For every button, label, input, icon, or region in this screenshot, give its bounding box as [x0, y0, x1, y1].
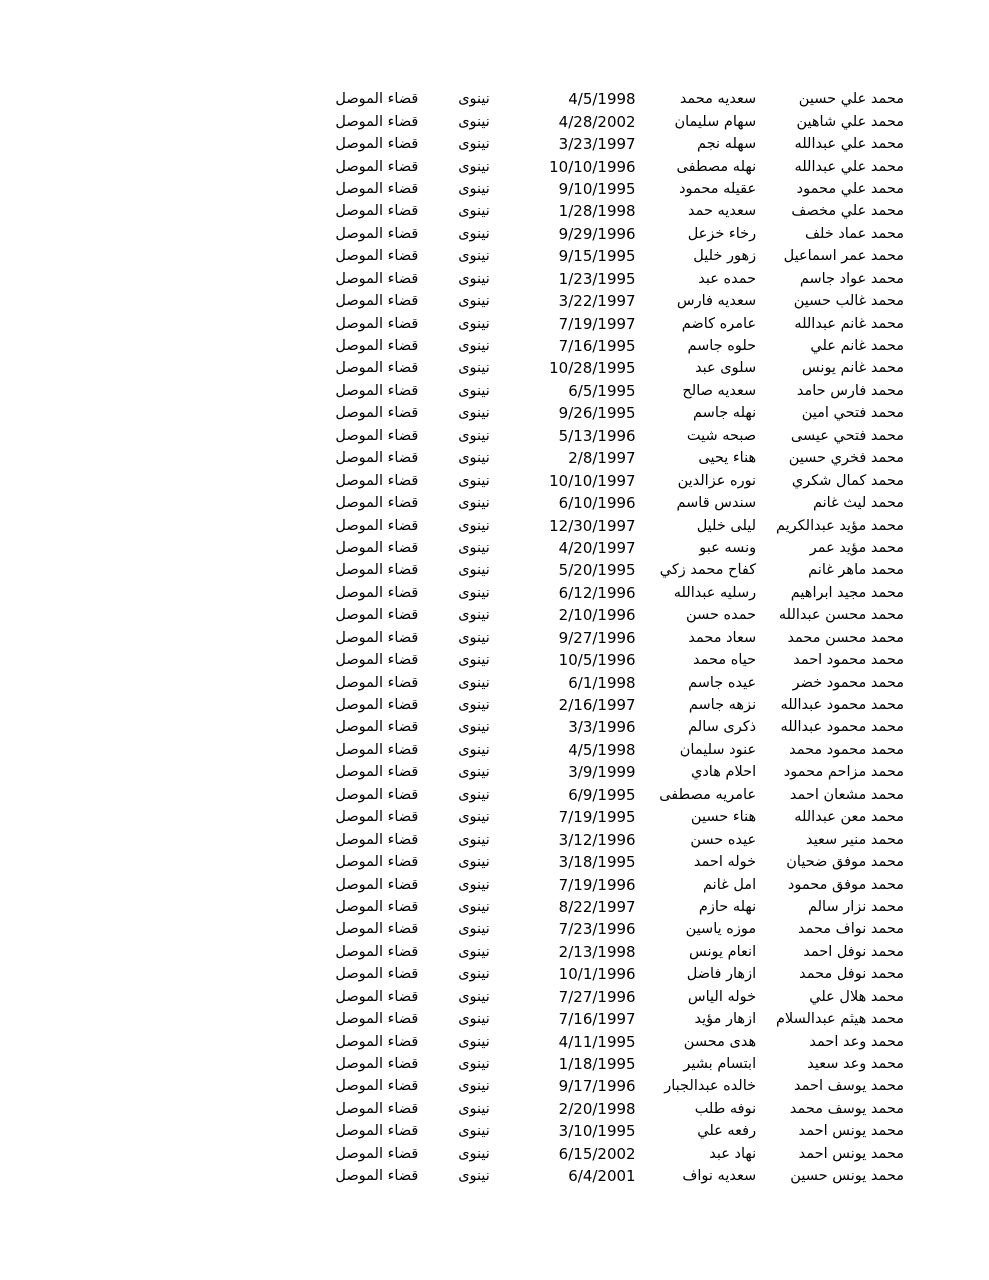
governorate-cell: نينوى	[458, 943, 490, 960]
person-name-cell: محمد علي حسين	[798, 91, 904, 108]
birth-date-cell: 7/16/1995	[558, 337, 636, 356]
mother-name-cell: هناء يحيى	[698, 450, 757, 467]
governorate-cell: نينوى	[458, 1078, 490, 1095]
table-row	[320, 492, 910, 514]
birth-date-cell: 6/10/1996	[558, 494, 636, 513]
governorate-cell: نينوى	[458, 876, 490, 893]
mother-name-cell: ابتسام بشير	[683, 1056, 757, 1073]
person-name-cell: محمد هيثم عبدالسلام	[775, 1011, 904, 1028]
district-cell: قضاء الموصل	[335, 764, 419, 781]
district-cell: قضاء الموصل	[335, 876, 419, 893]
governorate-cell: نينوى	[458, 517, 490, 534]
district-cell: قضاء الموصل	[335, 517, 419, 534]
table-row	[320, 986, 910, 1008]
governorate-cell: نينوى	[458, 225, 490, 242]
table-row	[320, 447, 910, 469]
table-row	[320, 806, 910, 828]
governorate-cell: نينوى	[458, 1033, 490, 1050]
table-row	[320, 357, 910, 379]
table-row	[320, 1008, 910, 1030]
mother-name-cell: نهاد عبد	[709, 1145, 757, 1162]
birth-date-cell: 2/13/1998	[558, 942, 636, 961]
mother-name-cell: صبحه شيت	[686, 427, 757, 444]
mother-name-cell: ليلى خليل	[696, 517, 757, 534]
mother-name-cell: نهله مصطفى	[676, 158, 757, 175]
birth-date-cell: 7/19/1996	[558, 875, 636, 894]
district-cell: قضاء الموصل	[335, 898, 419, 915]
mother-name-cell: سعديه نواف	[682, 1168, 757, 1185]
birth-date-cell: 9/17/1996	[558, 1077, 636, 1096]
person-name-cell: محمد يونس احمد	[798, 1145, 904, 1162]
person-name-cell: محمد فتحي امين	[801, 405, 904, 422]
person-name-cell: محمد مؤيد عبدالكريم	[775, 517, 904, 534]
district-cell: قضاء الموصل	[335, 113, 419, 130]
mother-name-cell: سهله نجم	[697, 136, 757, 153]
birth-date-cell: 1/23/1995	[558, 269, 636, 288]
birth-date-cell: 9/10/1995	[558, 179, 636, 198]
birth-date-cell: 3/12/1996	[558, 830, 636, 849]
birth-date-cell: 9/15/1995	[558, 247, 636, 266]
birth-date-cell: 7/27/1996	[558, 987, 636, 1006]
governorate-cell: نينوى	[458, 405, 490, 422]
mother-name-cell: سعديه فارس	[676, 293, 757, 310]
table-row	[320, 402, 910, 424]
birth-date-cell: 4/5/1998	[568, 740, 636, 759]
district-cell: قضاء الموصل	[335, 607, 419, 624]
person-name-cell: محمد علي عبدالله	[794, 158, 904, 175]
governorate-cell: نينوى	[458, 831, 490, 848]
district-cell: قضاء الموصل	[335, 427, 419, 444]
birth-date-cell: 6/15/2002	[558, 1144, 636, 1163]
district-cell: قضاء الموصل	[335, 921, 419, 938]
person-name-cell: محمد علي محمود	[796, 180, 904, 197]
district-cell: قضاء الموصل	[335, 966, 419, 983]
mother-name-cell: هدى محسن	[683, 1033, 757, 1050]
mother-name-cell: خوله احمد	[693, 854, 757, 871]
table-row	[320, 537, 910, 559]
table-row	[320, 694, 910, 716]
person-name-cell: محمد نوفل محمد	[799, 966, 904, 983]
table-row	[320, 896, 910, 918]
district-cell: قضاء الموصل	[335, 943, 419, 960]
birth-date-cell: 7/19/1997	[558, 314, 636, 333]
district-cell: قضاء الموصل	[335, 472, 419, 489]
mother-name-cell: نوره عزالدين	[677, 472, 757, 489]
birth-date-cell: 6/4/2001	[568, 1167, 636, 1186]
mother-name-cell: احلام هادي	[691, 764, 757, 781]
district-cell: قضاء الموصل	[335, 1056, 419, 1073]
mother-name-cell: خالده عبدالجبار	[664, 1078, 757, 1095]
district-cell: قضاء الموصل	[335, 382, 419, 399]
table-row	[320, 312, 910, 334]
table-row	[320, 716, 910, 738]
district-cell: قضاء الموصل	[335, 539, 419, 556]
governorate-cell: نينوى	[458, 764, 490, 781]
governorate-cell: نينوى	[458, 562, 490, 579]
birth-date-cell: 9/29/1996	[558, 224, 636, 243]
person-name-cell: محمد نواف محمد	[797, 921, 904, 938]
mother-name-cell: موزه ياسين	[685, 921, 757, 938]
table-row	[320, 784, 910, 806]
district-cell: قضاء الموصل	[335, 1123, 419, 1140]
governorate-cell: نينوى	[458, 921, 490, 938]
table-row	[320, 469, 910, 491]
person-name-cell: محمد كمال شكري	[791, 472, 904, 489]
birth-date-cell: 6/1/1998	[568, 673, 636, 692]
governorate-cell: نينوى	[458, 472, 490, 489]
mother-name-cell: هناء حسين	[690, 809, 757, 826]
governorate-cell: نينوى	[458, 315, 490, 332]
table-row	[320, 88, 910, 110]
person-name-cell: محمد يونس احمد	[798, 1123, 904, 1140]
district-cell: قضاء الموصل	[335, 91, 419, 108]
mother-name-cell: زهور خليل	[693, 248, 757, 265]
table-row	[320, 290, 910, 312]
birth-date-cell: 9/27/1996	[558, 628, 636, 647]
person-name-cell: محمد مؤيد عمر	[809, 539, 904, 556]
district-cell: قضاء الموصل	[335, 652, 419, 669]
table-row	[320, 941, 910, 963]
table-row	[320, 649, 910, 671]
mother-name-cell: امل غانم	[703, 876, 757, 893]
governorate-cell: نينوى	[458, 248, 490, 265]
mother-name-cell: عنود سليمان	[679, 741, 757, 758]
table-row	[320, 559, 910, 581]
mother-name-cell: حمده حسن	[686, 607, 757, 624]
person-name-cell: محمد هلال علي	[809, 988, 904, 1005]
birth-date-cell: 8/22/1997	[558, 897, 636, 916]
birth-date-cell: 4/11/1995	[558, 1032, 636, 1051]
person-name-cell: محمد يوسف محمد	[789, 1100, 904, 1117]
governorate-cell: نينوى	[458, 584, 490, 601]
person-name-cell: محمد يونس حسين	[790, 1168, 904, 1185]
governorate-cell: نينوى	[458, 293, 490, 310]
governorate-cell: نينوى	[458, 203, 490, 220]
district-cell: قضاء الموصل	[335, 450, 419, 467]
person-name-cell: محمد فارس حامد	[796, 382, 904, 399]
person-name-cell: محمد ليث غانم	[812, 495, 904, 512]
governorate-cell: نينوى	[458, 1100, 490, 1117]
person-name-cell: محمد مشعان احمد	[789, 786, 904, 803]
district-cell: قضاء الموصل	[335, 1168, 419, 1185]
table-row	[320, 110, 910, 132]
table-row	[320, 155, 910, 177]
district-cell: قضاء الموصل	[335, 809, 419, 826]
table-row	[320, 425, 910, 447]
district-cell: قضاء الموصل	[335, 562, 419, 579]
governorate-cell: نينوى	[458, 1123, 490, 1140]
district-cell: قضاء الموصل	[335, 203, 419, 220]
governorate-cell: نينوى	[458, 607, 490, 624]
birth-date-cell: 10/1/1996	[558, 965, 636, 984]
mother-name-cell: خوله الياس	[687, 988, 757, 1005]
birth-date-cell: 4/28/2002	[558, 112, 636, 131]
district-cell: قضاء الموصل	[335, 315, 419, 332]
table-row	[320, 1098, 910, 1120]
governorate-cell: نينوى	[458, 360, 490, 377]
table-row	[320, 739, 910, 761]
district-cell: قضاء الموصل	[335, 270, 419, 287]
birth-date-cell: 5/13/1996	[558, 426, 636, 445]
district-cell: قضاء الموصل	[335, 180, 419, 197]
birth-date-cell: 10/5/1996	[558, 651, 636, 670]
birth-date-cell: 3/22/1997	[558, 292, 636, 311]
table-row	[320, 335, 910, 357]
mother-name-cell: ازهار فاضل	[686, 966, 757, 983]
mother-name-cell: عامريه مصطفى	[659, 786, 757, 803]
governorate-cell: نينوى	[458, 988, 490, 1005]
birth-date-cell: 7/16/1997	[558, 1010, 636, 1029]
birth-date-cell: 2/20/1998	[558, 1099, 636, 1118]
mother-name-cell: حياه محمد	[693, 652, 757, 669]
district-cell: قضاء الموصل	[335, 1078, 419, 1095]
mother-name-cell: نزهه جاسم	[688, 697, 757, 714]
district-cell: قضاء الموصل	[335, 1145, 419, 1162]
table-row	[320, 133, 910, 155]
district-cell: قضاء الموصل	[335, 293, 419, 310]
mother-name-cell: ونسه عبو	[699, 539, 757, 556]
mother-name-cell: حمده عبد	[698, 270, 757, 287]
table-row	[320, 1143, 910, 1165]
birth-date-cell: 10/28/1995	[549, 359, 636, 378]
person-name-cell: محمد عواد جاسم	[799, 270, 904, 287]
table-row	[320, 1075, 910, 1097]
birth-date-cell: 12/30/1997	[549, 516, 636, 535]
birth-date-cell: 9/26/1995	[558, 404, 636, 423]
governorate-cell: نينوى	[458, 91, 490, 108]
person-name-cell: محمد موفق محمود	[787, 876, 904, 893]
governorate-cell: نينوى	[458, 180, 490, 197]
birth-date-cell: 3/9/1999	[568, 763, 636, 782]
birth-date-cell: 2/8/1997	[568, 449, 636, 468]
table-row	[320, 671, 910, 693]
person-name-cell: محمد محمود خضر	[792, 674, 904, 691]
birth-date-cell: 3/3/1996	[568, 718, 636, 737]
governorate-cell: نينوى	[458, 786, 490, 803]
person-name-cell: محمد فخري حسين	[788, 450, 904, 467]
mother-name-cell: كفاح محمد زكي	[659, 562, 757, 579]
birth-date-cell: 3/18/1995	[558, 853, 636, 872]
district-cell: قضاء الموصل	[335, 405, 419, 422]
mother-name-cell: نهله جاسم	[693, 405, 757, 422]
person-name-cell: محمد محمود عبدالله	[780, 697, 904, 714]
birth-date-cell: 2/16/1997	[558, 696, 636, 715]
district-cell: قضاء الموصل	[335, 697, 419, 714]
governorate-cell: نينوى	[458, 158, 490, 175]
mother-name-cell: رسليه عبدالله	[673, 584, 757, 601]
mother-name-cell: ازهار مؤيد	[694, 1011, 757, 1028]
person-name-cell: محمد موفق ضحيان	[786, 854, 904, 871]
mother-name-cell: رخاء خزعل	[687, 225, 757, 242]
table-row	[320, 1165, 910, 1187]
birth-date-cell: 2/10/1996	[558, 606, 636, 625]
person-name-cell: محمد محسن عبدالله	[778, 607, 904, 624]
district-cell: قضاء الموصل	[335, 854, 419, 871]
birth-date-cell: 6/5/1995	[568, 381, 636, 400]
governorate-cell: نينوى	[458, 966, 490, 983]
person-name-cell: محمد علي مخصف	[791, 203, 904, 220]
birth-date-cell: 3/23/1997	[558, 135, 636, 154]
district-cell: قضاء الموصل	[335, 584, 419, 601]
governorate-cell: نينوى	[458, 136, 490, 153]
table-row	[320, 918, 910, 940]
governorate-cell: نينوى	[458, 495, 490, 512]
birth-date-cell: 10/10/1997	[549, 471, 636, 490]
table-row	[320, 627, 910, 649]
birth-date-cell: 6/12/1996	[558, 583, 636, 602]
district-cell: قضاء الموصل	[335, 136, 419, 153]
birth-date-cell: 10/10/1996	[549, 157, 636, 176]
district-cell: قضاء الموصل	[335, 338, 419, 355]
table-row	[320, 1120, 910, 1142]
table-row	[320, 245, 910, 267]
person-name-cell: محمد عماد خلف	[804, 225, 904, 242]
table-row	[320, 963, 910, 985]
birth-date-cell: 3/10/1995	[558, 1122, 636, 1141]
district-cell: قضاء الموصل	[335, 225, 419, 242]
records-table	[320, 88, 910, 1187]
table-row	[320, 178, 910, 200]
person-name-cell: محمد علي شاهين	[796, 113, 904, 130]
table-row	[320, 761, 910, 783]
mother-name-cell: انعام يونس	[688, 943, 757, 960]
mother-name-cell: حلوه جاسم	[687, 338, 757, 355]
governorate-cell: نينوى	[458, 741, 490, 758]
governorate-cell: نينوى	[458, 1145, 490, 1162]
table-row	[320, 828, 910, 850]
district-cell: قضاء الموصل	[335, 786, 419, 803]
district-cell: قضاء الموصل	[335, 674, 419, 691]
mother-name-cell: عقيله محمود	[679, 180, 757, 197]
mother-name-cell: عامره كاضم	[681, 315, 757, 332]
person-name-cell: محمد غانم عبدالله	[794, 315, 904, 332]
table-row	[320, 223, 910, 245]
mother-name-cell: سلوى عبد	[695, 360, 757, 377]
governorate-cell: نينوى	[458, 539, 490, 556]
person-name-cell: محمد نزار سالم	[807, 898, 904, 915]
governorate-cell: نينوى	[458, 450, 490, 467]
table-row	[320, 200, 910, 222]
district-cell: قضاء الموصل	[335, 495, 419, 512]
governorate-cell: نينوى	[458, 697, 490, 714]
district-cell: قضاء الموصل	[335, 360, 419, 377]
birth-date-cell: 7/23/1996	[558, 920, 636, 939]
birth-date-cell: 1/28/1998	[558, 202, 636, 221]
district-cell: قضاء الموصل	[335, 158, 419, 175]
governorate-cell: نينوى	[458, 674, 490, 691]
governorate-cell: نينوى	[458, 809, 490, 826]
person-name-cell: محمد علي عبدالله	[794, 136, 904, 153]
table-row	[320, 873, 910, 895]
birth-date-cell: 5/20/1995	[558, 561, 636, 580]
governorate-cell: نينوى	[458, 898, 490, 915]
mother-name-cell: نهله حازم	[698, 898, 757, 915]
mother-name-cell: عيده حسن	[690, 831, 757, 848]
mother-name-cell: نوفه طلب	[694, 1100, 757, 1117]
governorate-cell: نينوى	[458, 719, 490, 736]
table-row	[320, 514, 910, 536]
mother-name-cell: ذكرى سالم	[688, 719, 757, 736]
district-cell: قضاء الموصل	[335, 248, 419, 265]
person-name-cell: محمد معن عبدالله	[794, 809, 904, 826]
mother-name-cell: سهام سليمان	[674, 113, 757, 130]
governorate-cell: نينوى	[458, 652, 490, 669]
birth-date-cell: 7/19/1995	[558, 808, 636, 827]
district-cell: قضاء الموصل	[335, 1100, 419, 1117]
birth-date-cell: 6/9/1995	[568, 785, 636, 804]
table-row	[320, 604, 910, 626]
person-name-cell: محمد نوفل احمد	[803, 943, 904, 960]
district-cell: قضاء الموصل	[335, 1011, 419, 1028]
mother-name-cell: عيده جاسم	[688, 674, 757, 691]
person-name-cell: محمد مزاحم محمود	[783, 764, 904, 781]
person-name-cell: محمد محسن محمد	[787, 629, 904, 646]
governorate-cell: نينوى	[458, 270, 490, 287]
person-name-cell: محمد مجيد ابراهيم	[790, 584, 904, 601]
district-cell: قضاء الموصل	[335, 629, 419, 646]
governorate-cell: نينوى	[458, 1056, 490, 1073]
governorate-cell: نينوى	[458, 113, 490, 130]
table-row	[320, 268, 910, 290]
person-name-cell: محمد غانم علي	[810, 338, 904, 355]
person-name-cell: محمد محمود عبدالله	[780, 719, 904, 736]
person-name-cell: محمد وعد سعيد	[807, 1056, 904, 1073]
governorate-cell: نينوى	[458, 382, 490, 399]
person-name-cell: محمد منير سعيد	[806, 831, 904, 848]
birth-date-cell: 4/20/1997	[558, 538, 636, 557]
governorate-cell: نينوى	[458, 629, 490, 646]
person-name-cell: محمد وعد احمد	[809, 1033, 904, 1050]
mother-name-cell: سعديه حمد	[687, 203, 757, 220]
person-name-cell: محمد عمر اسماعيل	[783, 248, 904, 265]
governorate-cell: نينوى	[458, 1168, 490, 1185]
table-row	[320, 582, 910, 604]
governorate-cell: نينوى	[458, 427, 490, 444]
person-name-cell: محمد غانم يونس	[801, 360, 904, 377]
person-name-cell: محمد فتحي عيسى	[790, 427, 904, 444]
person-name-cell: محمد يوسف احمد	[793, 1078, 904, 1095]
district-cell: قضاء الموصل	[335, 1033, 419, 1050]
mother-name-cell: سعاد محمد	[688, 629, 757, 646]
district-cell: قضاء الموصل	[335, 831, 419, 848]
mother-name-cell: سندس قاسم	[676, 495, 757, 512]
birth-date-cell: 1/18/1995	[558, 1055, 636, 1074]
person-name-cell: محمد محمود محمد	[789, 741, 904, 758]
table-row	[320, 851, 910, 873]
governorate-cell: نينوى	[458, 338, 490, 355]
table-row	[320, 380, 910, 402]
mother-name-cell: رفعه علي	[697, 1123, 757, 1140]
governorate-cell: نينوى	[458, 854, 490, 871]
governorate-cell: نينوى	[458, 1011, 490, 1028]
mother-name-cell: سعديه صالح	[682, 382, 757, 399]
mother-name-cell: سعديه محمد	[679, 91, 757, 108]
table-row	[320, 1053, 910, 1075]
person-name-cell: محمد غالب حسين	[793, 293, 904, 310]
table-row	[320, 1030, 910, 1052]
person-name-cell: محمد محمود احمد	[793, 652, 904, 669]
district-cell: قضاء الموصل	[335, 719, 419, 736]
district-cell: قضاء الموصل	[335, 741, 419, 758]
district-cell: قضاء الموصل	[335, 988, 419, 1005]
person-name-cell: محمد ماهر غانم	[808, 562, 904, 579]
records-body	[320, 88, 910, 1187]
birth-date-cell: 4/5/1998	[568, 90, 636, 109]
